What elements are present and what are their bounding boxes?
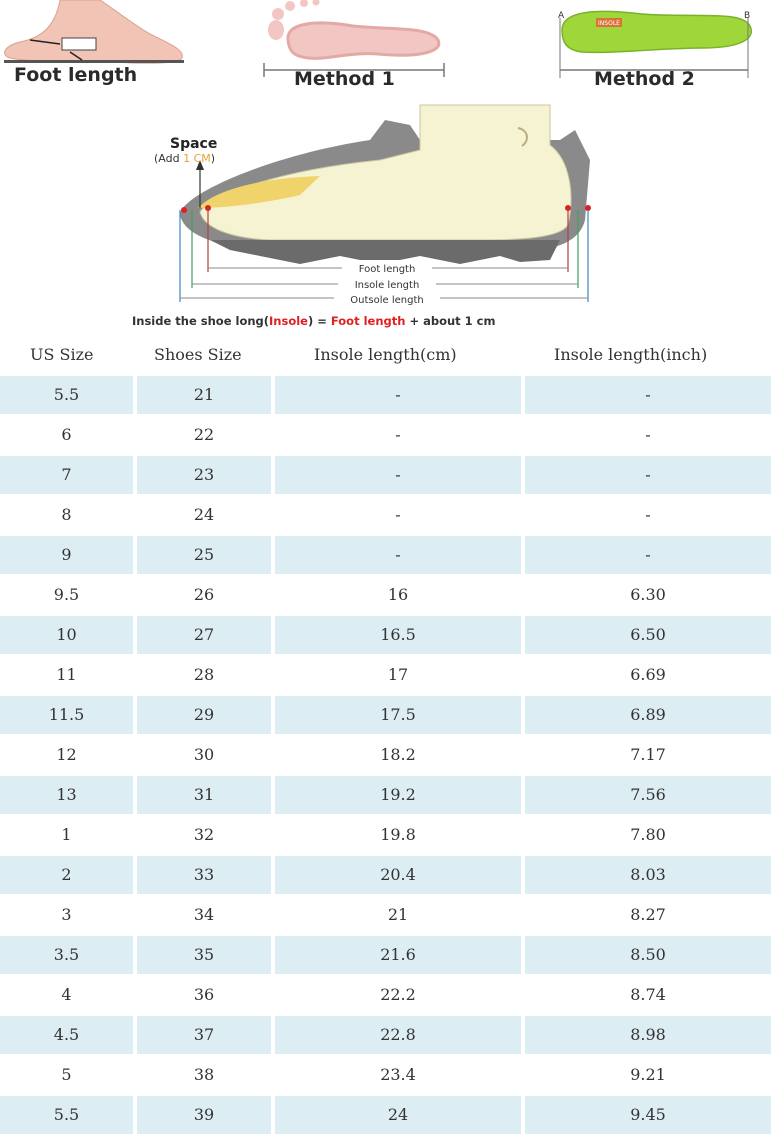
insole-length-line-label: Insole length xyxy=(354,280,420,291)
us-size-cell: 12 xyxy=(56,745,77,764)
insole-cm-cell: 21.6 xyxy=(275,936,521,974)
shoes-size-cell: 34 xyxy=(193,905,215,924)
table-row xyxy=(0,1054,773,1094)
table-row xyxy=(0,654,773,694)
insole-inch-cell: 6.89 xyxy=(525,696,771,734)
table-row xyxy=(0,974,773,1014)
insole-inch-cell: 7.17 xyxy=(630,745,666,764)
outsole-length-line-label: Outsole length xyxy=(350,295,424,306)
insole-inch-cell: 8.50 xyxy=(525,936,771,974)
shoes-size-cell: 21 xyxy=(137,376,271,414)
shoes-size-cell: 28 xyxy=(193,665,215,684)
us-size-cell: 5 xyxy=(61,1065,72,1084)
foot-side-illustration xyxy=(0,0,190,72)
space-add-note xyxy=(154,152,215,165)
insole-cm-cell: 17.5 xyxy=(275,696,521,734)
us-size-cell: 4.5 xyxy=(0,1016,133,1054)
insole-cm-cell: 16 xyxy=(387,585,409,604)
method-2-label: Method 2 xyxy=(594,68,695,90)
insole-cm-cell: - xyxy=(275,536,521,574)
shoes-size-cell: 25 xyxy=(137,536,271,574)
insole-cm-cell: - xyxy=(275,456,521,494)
us-size-cell: 11 xyxy=(56,665,77,684)
insole-cm-cell: 22.8 xyxy=(275,1016,521,1054)
shoes-size-cell: 35 xyxy=(137,936,271,974)
table-row xyxy=(0,774,773,814)
us-size-cell: 4 xyxy=(61,985,72,1004)
footprint-illustration xyxy=(258,0,448,78)
shoes-size-cell: 23 xyxy=(137,456,271,494)
diagram-caption xyxy=(132,314,495,328)
insole-end-b: B xyxy=(744,11,751,21)
shoes-size-cell: 30 xyxy=(193,745,215,764)
size-chart-table xyxy=(0,336,773,1134)
table-row xyxy=(0,814,773,854)
method-1-label: Method 1 xyxy=(294,68,395,90)
table-row xyxy=(0,854,773,894)
shoes-size-cell: 31 xyxy=(137,776,271,814)
us-size-cell: 11.5 xyxy=(0,696,133,734)
insole-cm-cell: - xyxy=(275,376,521,414)
insole-inch-cell: 6.30 xyxy=(630,585,666,604)
us-size-cell: 9 xyxy=(0,536,133,574)
table-row xyxy=(0,734,773,774)
shoes-size-cell: 39 xyxy=(137,1096,271,1134)
insole-inch-cell: 7.80 xyxy=(630,825,666,844)
insole-inch-cell: 9.21 xyxy=(630,1065,666,1084)
space-add-prefix: (Add xyxy=(154,152,184,165)
us-size-cell: 6 xyxy=(61,425,72,444)
insole-inch-cell: 8.98 xyxy=(525,1016,771,1054)
table-row xyxy=(0,934,773,974)
shoe-cross-section-diagram xyxy=(120,100,640,335)
insole-cm-cell: 19.2 xyxy=(275,776,521,814)
insole-cm-cell: 23.4 xyxy=(380,1065,416,1084)
table-row xyxy=(0,1094,773,1134)
shoes-size-cell: 36 xyxy=(193,985,215,1004)
shoes-size-cell: 37 xyxy=(137,1016,271,1054)
table-row xyxy=(0,454,773,494)
header-insole-inch: Insole length(inch) xyxy=(554,345,708,364)
us-size-cell: 5.5 xyxy=(0,376,133,414)
insole-cm-cell: 24 xyxy=(275,1096,521,1134)
insole-inch-cell: 8.03 xyxy=(525,856,771,894)
table-row xyxy=(0,374,773,414)
insole-cm-cell: 22.2 xyxy=(380,985,416,1004)
table-row xyxy=(0,1014,773,1054)
insole-cm-cell: 18.2 xyxy=(380,745,416,764)
us-size-cell: 8 xyxy=(61,505,72,524)
us-size-cell: 1 xyxy=(61,825,72,844)
shoes-size-cell: 26 xyxy=(193,585,215,604)
table-body xyxy=(0,374,773,1134)
insole-inch-cell: 7.56 xyxy=(525,776,771,814)
insole-inch-cell: - xyxy=(525,536,771,574)
shoes-size-cell: 38 xyxy=(193,1065,215,1084)
table-row xyxy=(0,574,773,614)
insole-end-a: A xyxy=(558,11,565,21)
table-row xyxy=(0,894,773,934)
insole-cm-cell: - xyxy=(395,425,401,444)
measuring-methods-strip xyxy=(0,0,773,100)
foot-length-label: Foot length xyxy=(14,64,138,86)
us-size-cell: 10 xyxy=(0,616,133,654)
table-header-row xyxy=(0,336,773,374)
insole-cm-cell: 16.5 xyxy=(275,616,521,654)
us-size-cell: 13 xyxy=(0,776,133,814)
shoes-size-cell: 27 xyxy=(137,616,271,654)
insole-cm-cell: 20.4 xyxy=(275,856,521,894)
insole-inch-cell: 8.74 xyxy=(630,985,666,1004)
insole-inch-cell: 6.50 xyxy=(525,616,771,654)
insole-inch-cell: 6.69 xyxy=(630,665,666,684)
shoes-size-cell: 32 xyxy=(193,825,215,844)
caption-part-2: ) = xyxy=(307,314,331,328)
insole-inch-cell: 9.45 xyxy=(525,1096,771,1134)
caption-foot-length: Foot length xyxy=(330,314,406,328)
shoes-size-cell: 33 xyxy=(137,856,271,894)
space-add-suffix: ) xyxy=(210,152,216,165)
header-us-size: US Size xyxy=(30,345,94,364)
insole-cm-cell: - xyxy=(395,505,401,524)
caption-part-1: Inside the shoe long( xyxy=(132,314,270,328)
caption-insole: Insole xyxy=(269,314,308,328)
header-insole-cm: Insole length(cm) xyxy=(314,345,457,364)
us-size-cell: 2 xyxy=(0,856,133,894)
shoes-size-cell: 22 xyxy=(193,425,215,444)
caption-part-3: + about 1 cm xyxy=(405,314,496,328)
insole-inch-cell: - xyxy=(645,425,651,444)
header-shoes-size: Shoes Size xyxy=(154,345,242,364)
shoes-size-cell: 24 xyxy=(193,505,215,524)
shoes-size-cell: 29 xyxy=(137,696,271,734)
us-size-cell: 9.5 xyxy=(53,585,80,604)
space-label: Space xyxy=(170,136,218,152)
table-row xyxy=(0,494,773,534)
table-row xyxy=(0,694,773,734)
us-size-cell: 7 xyxy=(0,456,133,494)
us-size-cell: 3.5 xyxy=(0,936,133,974)
table-row xyxy=(0,614,773,654)
insole-cm-cell: 21 xyxy=(387,905,409,924)
space-add-value: 1 CM xyxy=(183,152,211,165)
us-size-cell: 3 xyxy=(61,905,72,924)
table-row xyxy=(0,534,773,574)
insole-tag: INSOLE xyxy=(598,20,620,27)
insole-inch-cell: - xyxy=(525,456,771,494)
insole-cm-cell: 19.8 xyxy=(380,825,416,844)
insole-inch-cell: 8.27 xyxy=(630,905,666,924)
table-row xyxy=(0,414,773,454)
insole-inch-cell: - xyxy=(525,376,771,414)
foot-length-line-label: Foot length xyxy=(358,264,416,275)
insole-cm-cell: 17 xyxy=(387,665,409,684)
us-size-cell: 5.5 xyxy=(0,1096,133,1134)
insole-inch-cell: - xyxy=(645,505,651,524)
